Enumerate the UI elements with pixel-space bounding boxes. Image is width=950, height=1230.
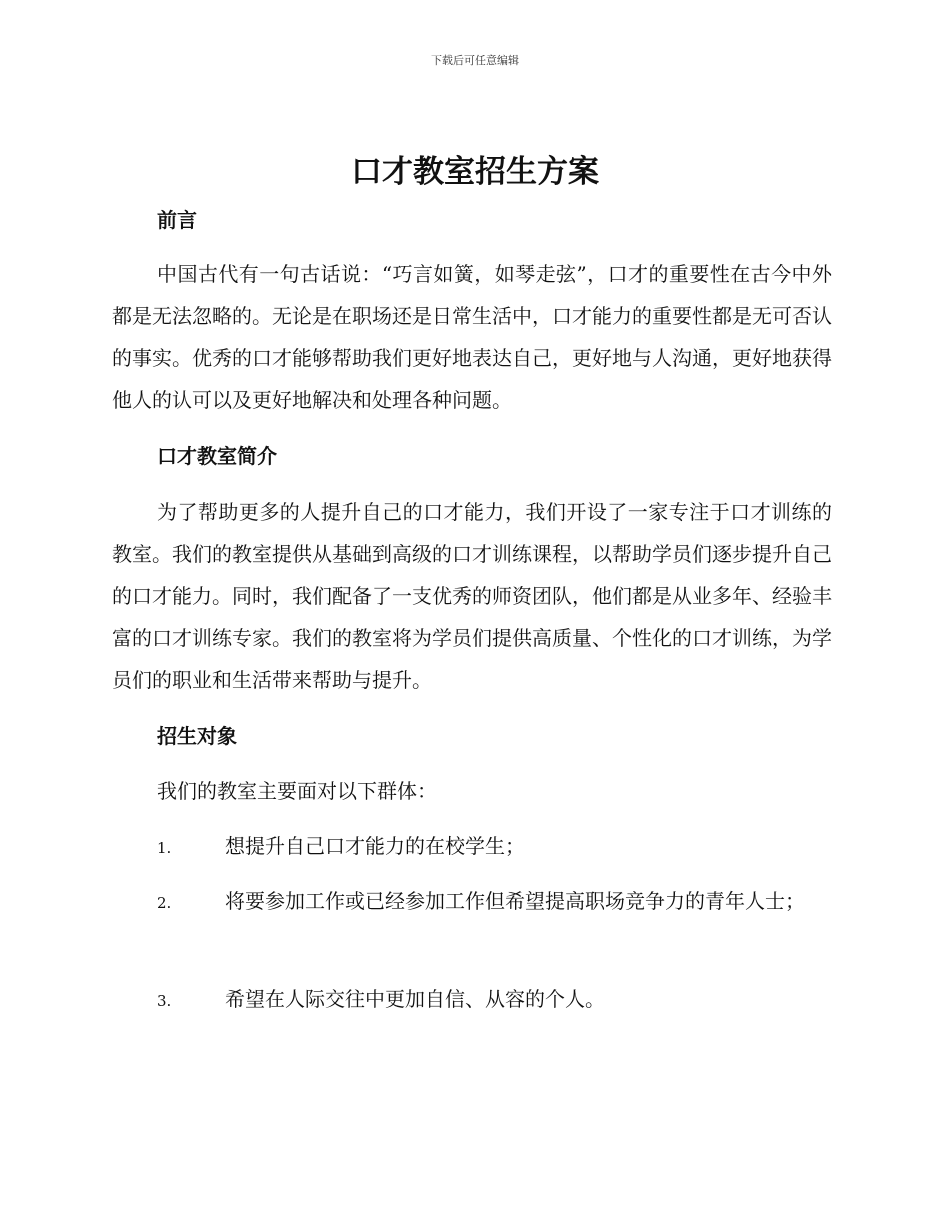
list-item-number: 2. [157,894,172,912]
section-heading-introduction: 口才教室简介 [157,444,277,468]
list-item-text: 将要参加工作或已经参加工作但希望提高职场竞争力的青年人士； [225,889,805,913]
paragraph-enrollment-intro: 我们的教室主要面对以下群体： [157,779,437,803]
section-heading-enrollment-targets: 招生对象 [157,724,237,748]
document-title: 口才教室招生方案 [351,154,599,190]
paragraph-preface: 中国古代有一句古话说：“巧言如簧，如琴走弦”，口才的重要性在古今中外都是无法忽略的。无论是在职场还是日常生活中，口才能力的重要性都是无可否认的事实。优秀的口才能够帮助我们更好地表达自己，更好地与人沟通，更好地获得他人的认可以及更好地解决和处理各种问题。 [112,262,832,412]
list-item-text: 希望在人际交往中更加自信、从容的个人。 [225,987,605,1011]
list-item [112,880,832,924]
list-item-number: 1. [157,839,172,857]
page-header: 下载后可任意编辑 [431,54,519,67]
section-heading-preface: 前言 [157,208,197,232]
list-item-number: 3. [157,992,172,1010]
list-item-text: 想提升自己口才能力的在校学生； [225,834,525,858]
list-item [112,978,832,1022]
list-item [112,825,832,869]
paragraph-introduction: 为了帮助更多的人提升自己的口才能力，我们开设了一家专注于口才训练的教室。我们的教室提供从基础到高级的口才训练课程，以帮助学员们逐步提升自己的口才能力。同时，我们配备了一支优秀的师资团队，他们都是从业多年、经验丰富的口才训练专家。我们的教室将为学员们提供高质量、个性化的口才训练，为学员们的职业和生活带来帮助与提升。 [112,500,832,692]
